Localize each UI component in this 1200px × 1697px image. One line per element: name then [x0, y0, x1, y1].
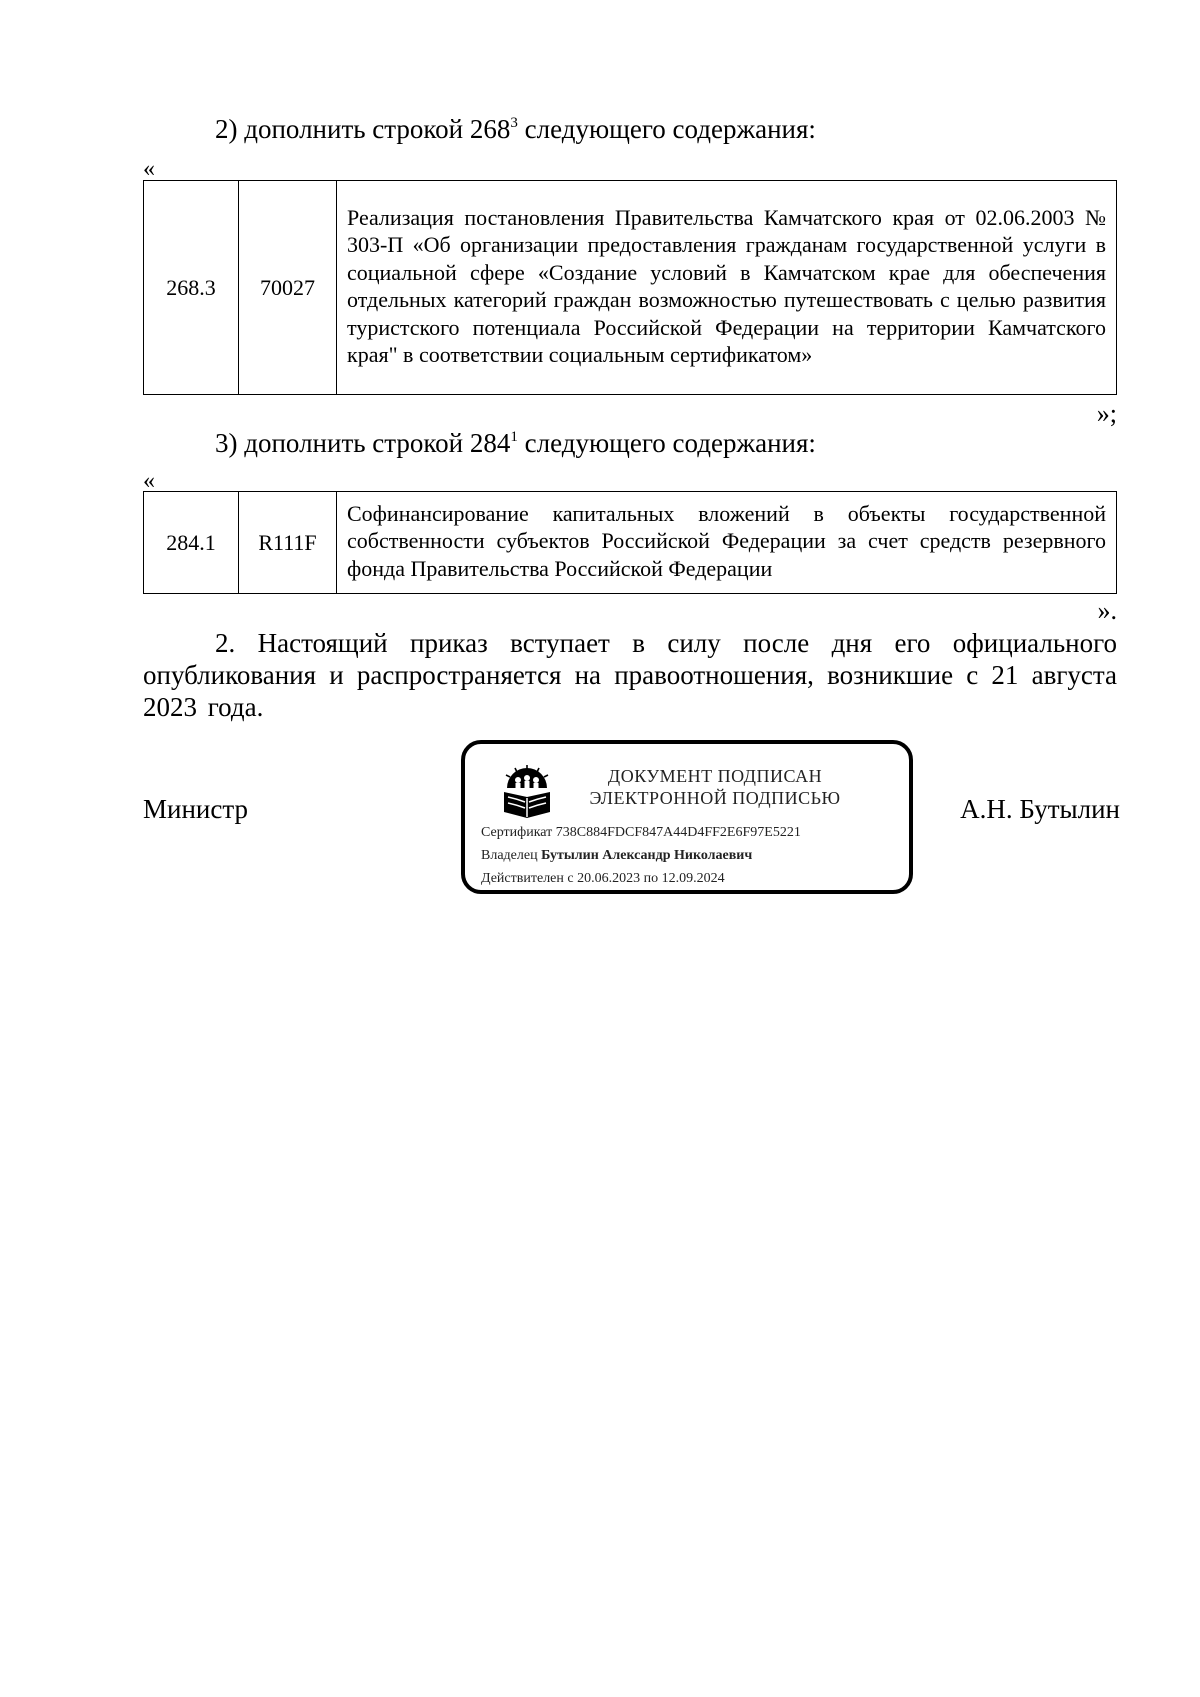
- item-2-superscript: 3: [510, 115, 518, 131]
- item-2-close-quote: »;: [1096, 399, 1117, 428]
- row-number-cell: 284.1: [144, 492, 239, 594]
- certificate-label: Сертификат: [481, 825, 553, 840]
- stamp-validity: [481, 870, 725, 888]
- row-code-cell: R111F: [239, 492, 337, 594]
- item-3-close-quote: ».: [1097, 596, 1117, 625]
- row-description-cell: Реализация постановления Правительства Камчатского края от 02.06.2003 № 303-П «Об организации предоставления гражданам государственной услуги в социальной сфере «Создание условий в Камчатском крае для обеспечения отдельных категорий граждан возможностью путешествовать с целью развития туристского потенциала Российской Федерации на территории Камчатского края" в соответствии социальным сертификатом»: [337, 181, 1117, 395]
- electronic-signature-stamp: [461, 740, 913, 894]
- item-3-heading-text: 3) дополнить строкой 284: [215, 428, 511, 458]
- signatory-name: А.Н. Бутылин: [960, 794, 1120, 824]
- valid-to-label: по: [643, 871, 659, 886]
- certificate-value: 738C884FDCF847A44D4FF2E6F97E5221: [555, 825, 801, 840]
- valid-to: 12.09.2024: [661, 871, 725, 886]
- item-3-superscript: 1: [510, 429, 518, 445]
- item-3-table: [143, 491, 1117, 594]
- row-code-cell: 70027: [239, 181, 337, 395]
- stamp-owner: [481, 847, 752, 865]
- stamp-certificate: [481, 824, 801, 842]
- item-2-heading-text: 2) дополнить строкой 268: [215, 114, 511, 144]
- stamp-title-line-2: ЭЛЕКТРОННОЙ ПОДПИСЬЮ: [589, 788, 841, 808]
- item-2-heading: [215, 113, 816, 145]
- item-3-open-quote: «: [143, 468, 155, 494]
- item-3-heading-suffix: следующего содержания:: [517, 428, 816, 458]
- effective-date-paragraph: 2. Настоящий приказ вступает в силу после дня его официального опубликования и распространяется на правоотношения, возникшие с 21 августа 2023 года.: [143, 628, 1117, 722]
- stamp-title-line-1: ДОКУМЕНТ ПОДПИСАН: [607, 766, 823, 786]
- stamp-title: [573, 765, 857, 809]
- item-2-open-quote: «: [143, 156, 155, 182]
- valid-label: Действителен с: [481, 871, 574, 886]
- table-row: [144, 181, 1117, 395]
- item-2-table: [143, 180, 1117, 395]
- coat-of-arms-emblem-icon: [501, 764, 553, 820]
- item-3-heading: [215, 427, 816, 459]
- signatory-role: Министр: [143, 794, 248, 824]
- row-number-cell: 268.3: [144, 181, 239, 395]
- owner-label: Владелец: [481, 848, 538, 863]
- table-row: [144, 492, 1117, 594]
- item-2-heading-suffix: следующего содержания:: [517, 114, 816, 144]
- row-description-cell: Софинансирование капитальных вложений в объекты государственной собственности субъектов Российской Федерации за счет средств резервного фонда Правительства Российской Федерации: [337, 492, 1117, 594]
- owner-value: Бутылин Александр Николаевич: [541, 848, 753, 863]
- valid-from: 20.06.2023: [577, 871, 641, 886]
